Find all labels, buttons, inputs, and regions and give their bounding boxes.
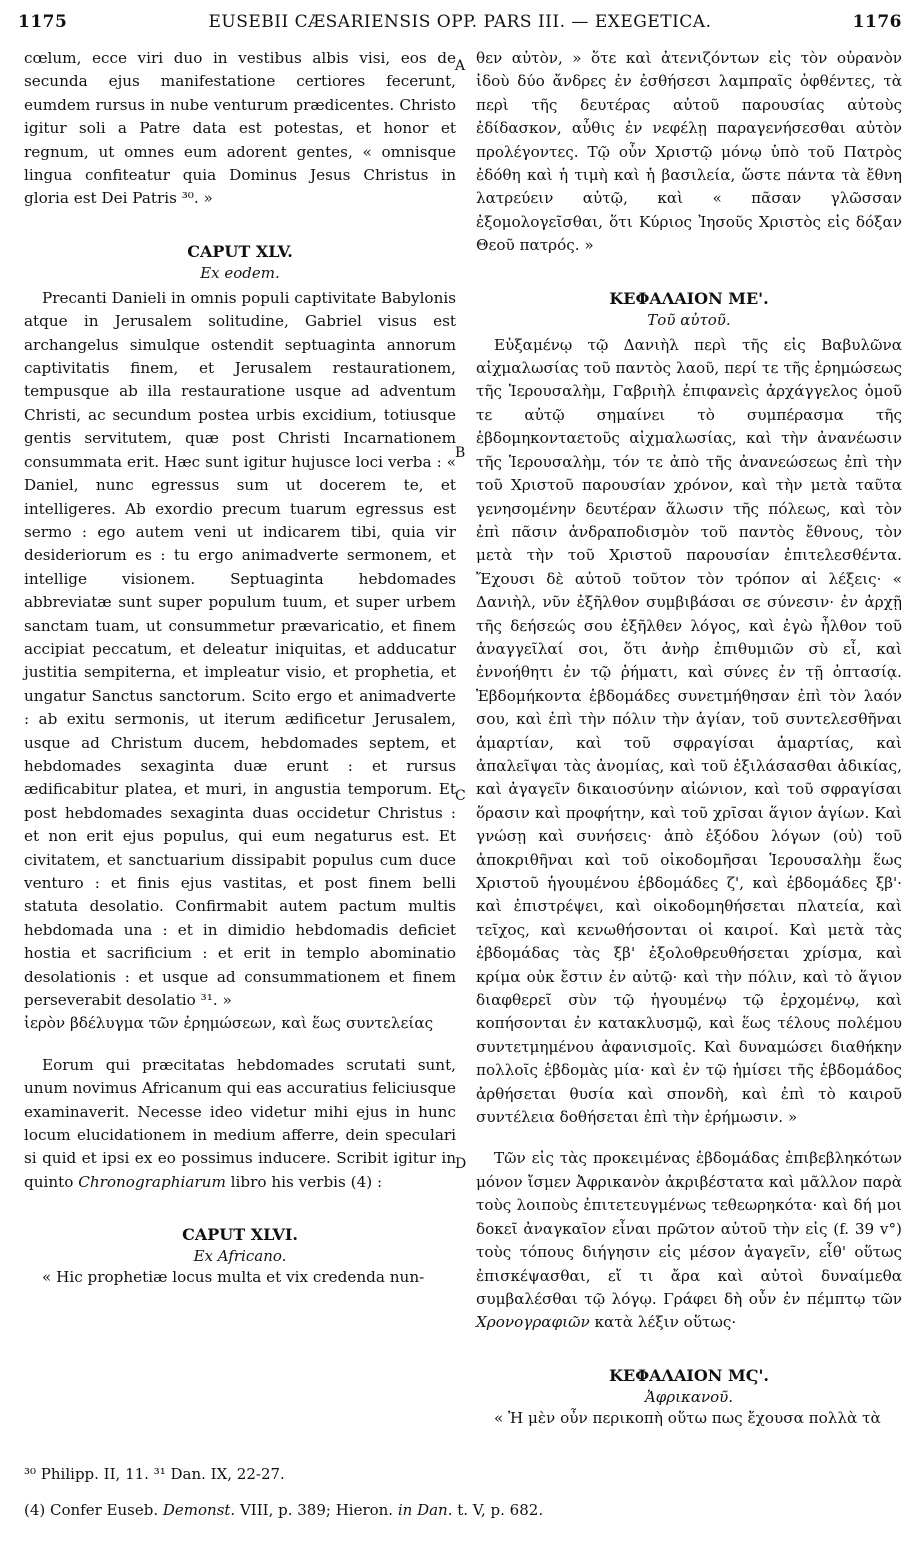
chronographiarum-title: Chronographiarum xyxy=(78,1172,226,1191)
page-number-right: 1176 xyxy=(852,12,902,32)
greek-paragraph-4: « Ἡ μὲν οὖν περικοπὴ οὕτω πως ἔχουσα πολλὰ τὰ xyxy=(494,1408,881,1427)
kefalaion-46-title: ΚΕΦΑΛΑΙΟΝ ΜϚ'. xyxy=(609,1365,769,1385)
latin-paragraph-3: Eorum qui præcitatas hebdomades scrutati sunt, unum novimus Africanum qui eas accuratius feliciusque examinaverit. Necesse ideo videtur mihi ejus in hunc locum elucidationem in medium afferre, dein speculari si quid et ipsi ex eo possimus inducere. Scribit igitur in quinto Chronographiarum libro his verbis (4) : xyxy=(24,1055,456,1191)
margin-letter-a: A xyxy=(455,58,466,74)
running-title: EUSEBII CÆSARIENSIS OPP. PARS III. — EXEGETICA. xyxy=(208,12,712,32)
greek-column xyxy=(476,47,902,1430)
running-header xyxy=(18,12,902,36)
latin-greek-line: ἱερὸν βδέλυγμα τῶν ἐρημώσεων, καὶ ἕως συντελείας xyxy=(24,1014,434,1033)
footnote-30-31: ³⁰ Philipp. II, 11. ³¹ Dan. IX, 22-27. xyxy=(24,1465,285,1483)
caput-45-subtitle: Ex eodem. xyxy=(200,263,280,282)
kefalaion-45-title: ΚΕΦΑΛΑΙΟΝ ΜΕ'. xyxy=(609,288,769,308)
greek-paragraph-1: θεν αὐτὸν, » ὅτε καὶ ἀτενιζόντων εἰς τὸν οὐρανὸν ἰδοὺ δύο ἄνδρες ἐν ἐσθήσεσι λαμπραῖς ὀφθέντες, τὰ περὶ τῆς δευτέρας αὐτοῦ παρουσίας αὐτοὺς ἐδίδασκον, αὖθις ἐν νεφέλῃ παραγενήσεσθαι αὐτὸν προλέγοντες. Τῷ οὖν Χριστῷ μόνῳ ὑπὸ τοῦ Πατρὸς ἐδόθη καὶ ἡ τιμὴ καὶ ἡ βασιλεία, ὥστε πάντα τὰ ἔθνη λατρεύειν αὐτῷ, καὶ « πᾶσαν γλῶσσαν ἐξομολογεῖσθαι, ὅτι Κύριος Ἰησοῦς Χριστὸς εἰς δόξαν Θεοῦ πατρός. » xyxy=(476,49,902,255)
kefalaion-45-subtitle: Τοῦ αὐτοῦ. xyxy=(647,310,731,329)
greek-paragraph-2: Εὐξαμένῳ τῷ Δανιὴλ περὶ τῆς εἰς Βαβυλῶνα αἰχμαλωσίας τοῦ παντὸς λαοῦ, περί τε τῆς ἐρημώσεως τῆς Ἱερουσαλὴμ, Γαβριὴλ ἐπιφανεὶς ἀρχάγγελος ὁμοῦ τε αὐτῷ σημαίνει τὸ συμπέρασμα τῆς ἑβδομηκονταετοῦς αἰχμαλωσίας, καὶ τὴν ἀνανέωσιν τῆς Ἱερουσαλὴμ, τόν τε ἀπὸ τῆς ἀνανεώσεως ἐπὶ τὴν τοῦ Χριστοῦ παρουσίαν χρόνον, καὶ τὴν μετὰ ταῦτα γενησομένην δευτέραν ἅλωσιν τῆς πόλεως, καὶ τὸν ἐπὶ πᾶσιν ἀνδραποδισμὸν τοῦ παντὸς ἔθνους, τὸν μετὰ τὴν τοῦ Χριστοῦ παρουσίαν ἐπιτελεσθέντα. Ἔχουσι δὲ αὐτοῦ τοῦτον τὸν τρόπον αἱ λέξεις· « Δανιὴλ, νῦν ἐξῆλθον συμβιβάσαι σε σύνεσιν· ἐν ἀρχῇ τῆς δεήσεώς σου ἐξῆλθεν λόγος, καὶ ἐγὼ ἦλθον τοῦ ἀναγγεῖλαί σοι, ὅτι ἀνὴρ ἐπιθυμιῶν σὺ εἶ, καὶ ἐννοήθητι ἐν τῷ ῥήματι, καὶ σύνες ἐν τῇ ὀπτασίᾳ. Ἑβδομήκοντα ἑβδομάδες συνετμήθησαν ἐπὶ τὸν λαόν σου, καὶ ἐπὶ τὴν πόλιν τὴν ἁγίαν, τοῦ συντελεσθῆναι ἁμαρτίαν, καὶ τοῦ σφραγίσαι ἁμαρτίας, καὶ ἀπαλεῖψαι τὰς ἀνομίας, καὶ τοῦ ἐξιλάσασθαι ἀδικίας, καὶ ἀγαγεῖν δικαιοσύνην αἰώνιον, καὶ τοῦ σφραγίσαι ὅρασιν καὶ προφήτην, καὶ τοῦ χρῖσαι ἅγιον ἁγίων. Καὶ γνώσῃ καὶ συνήσεις· ἀπὸ ἐξόδου λόγων (οὐ) τοῦ ἀποκριθῆναι καὶ τοῦ οἰκοδομῆσαι Ἱερουσαλὴμ ἕως Χριστοῦ ἡγουμένου ἑβδομάδες ζ', καὶ ἑβδομάδες ξβ'· καὶ ἐπιστρέψει, καὶ οἰκοδομηθήσεται πλατεία, καὶ τεῖχος, καὶ κενωθήσονται οἱ καιροί. Καὶ μετὰ τὰς ἑβδομάδας τὰς ξβ' ἐξολοθρευθήσεται χρίσμα, καὶ κρίμα οὐκ ἔστιν ἐν αὐτῷ· καὶ τὴν πόλιν, καὶ τὸ ἅγιον διαφθερεῖ σὺν τῷ ἡγουμένῳ τῷ ἐρχομένῳ, καὶ κοπήσονται ἐν κατακλυσμῷ, καὶ ἕως τέλους πολέμου συντετμημένου ἀφανισμοῖς. Καὶ δυναμώσει διαθήκην πολλοῖς ἑβδομὰς μία· καὶ ἐν τῷ ἡμίσει τῆς ἑβδομάδος ἀρθήσεται θυσία καὶ σπονδὴ, καὶ ἐπὶ τὸ καιροῦ συντέλεια δοθήσεται ἐπὶ τὴν ἐρήμωσιν. » xyxy=(476,335,902,1127)
kefalaion-46-subtitle: Ἀφρικανοῦ. xyxy=(644,1387,734,1406)
latin-paragraph-2: Precanti Danieli in omnis populi captivitate Babylonis atque in Jerusalem solitudine, Gabriel visus est archangelus simulque ostendit septuaginta annorum captivitatis finem, et Jerusalem restaurationem, tempusque ab illa restauratione usque ad adventum Christi, ac secundum postea urbis excidium, totiusque gentis servitutem, quæ post Christi Incarnationem consummata erit. Hæc sunt igitur hujusce loci verba : « Daniel, nunc egressus sum ut docerem te, et intelligeres. Ab exordio precum tuarum egressus est sermo : ego autem veni ut indicarem tibi, quia vir desideriorum es : tu ergo animadverte sermonem, et intellige visionem. Septuaginta hebdomades abbreviatæ sunt super populum tuum, et super urbem sanctam tuam, ut consummetur prævaricatio, et finem accipiat peccatum, et deleatur iniquitas, et adducatur justitia sempiterna, et impleatur visio, et prophetia, et ungatur Sanctus sanctorum. Scito ergo et animadverte : ab exitu sermonis, ut iterum ædificetur Jerusalem, usque ad Christum ducem, hebdomades septem, et hebdomades sexaginta duæ erunt : et rursus ædificabitur platea, et muri, in angustia temporum. Et post hebdomades sexaginta duas occidetur Christus : et non erit ejus populus, qui eum negaturus est. Et civitatem, et sanctuarium dissipabit populus cum duce venturo : et finis ejus vastitas, et post finem belli statuta desolatio. Confirmabit autem pactum multis hebdomada una : et in dimidio hebdomadis deficiet hostia et sacrificium : et erit in templo abominatio desolationis : et usque ad consummationem et finem perseverabit desolatio ³¹. » xyxy=(24,288,456,1010)
footnote-4: (4) Confer Euseb. Demonst. VIII, p. 389; Hieron. in Dan. t. V, p. 682. xyxy=(24,1501,544,1519)
margin-letter-c: C xyxy=(455,788,466,804)
greek-paragraph-3: Τῶν εἰς τὰς προκειμένας ἑβδομάδας ἐπιβεβληκότων μόνον ἴσμεν Ἀφρικανὸν ἀκριβέστατα καὶ μᾶλλον παρὰ τοὺς λοιποὺς ἐπιτετευγμένως τεθεωρηκότα· καὶ δή μοι δοκεῖ ἀναγκαῖον εἶναι πρῶτον αὐτοῦ τὴν εἰς (f. 39 v°) τοὺς τόπους διήγησιν εἰς μέσον ἀγαγεῖν, εἶθ' οὕτως ἐπισκέψασθαι, εἴ τι ἄρα καὶ αὐτοὶ δυναίμεθα συμβαλέσθαι τῷ λόγῳ. Γράφει δὴ οὖν ἐν πέμπτῳ τῶν Χρονογραφιῶν κατὰ λέξιν οὕτως· xyxy=(476,1149,902,1332)
caput-46-title: CAPUT XLVI. xyxy=(182,1225,298,1245)
latin-column xyxy=(24,47,456,1290)
caput-46-subtitle: Ex Africano. xyxy=(193,1247,287,1266)
page-number-left: 1175 xyxy=(18,12,68,32)
latin-paragraph-1: cœlum, ecce viri duo in vestibus albis visi, eos de secunda ejus manifestatione certiores fecerunt, eumdem rursus in nube venturum prædicentes. Christo igitur soli a Patre data est potestas, et honor et regnum, ut omnes eum adorent gentes, « omnisque lingua confiteatur quia Dominus Jesus Christus in gloria est Dei Patris ³⁰. » xyxy=(24,49,456,208)
caput-45-title: CAPUT XLV. xyxy=(187,241,293,261)
chronographion-title: Χρονογραφιῶν xyxy=(476,1313,590,1332)
margin-letter-b: B xyxy=(455,445,466,461)
margin-letter-d: D xyxy=(455,1156,467,1172)
latin-paragraph-4: « Hic prophetiæ locus multa et vix credenda nun- xyxy=(42,1268,425,1287)
